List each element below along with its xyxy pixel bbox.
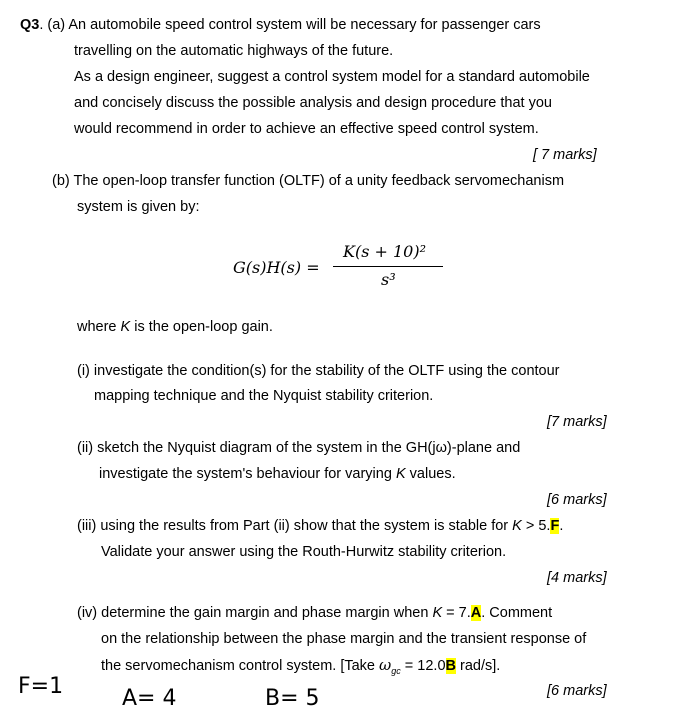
part-a-line-3: As a design engineer, suggest a control system model for a standard automobile — [74, 69, 590, 85]
part-a-marks: [ 7 marks] — [533, 147, 597, 163]
part-iv-line-3: the servomechanism control system. [Take $\omega_{gc} = 12.0B$ rad/s]. — [101, 656, 501, 676]
part-a-line-1: Q3. (a) An automobile speed control system will be necessary for passenger cars — [20, 17, 541, 33]
equation-denominator: s³ — [381, 270, 396, 289]
highlight-a: A — [470, 605, 482, 621]
part-b-line-1: (b) The open-loop transfer function (OLTF) of a unity feedback servomechanism — [52, 173, 565, 189]
handwritten-b-value: B= 5 — [265, 686, 320, 711]
part-i-line-1: (i) investigate the condition(s) for the stability of the OLTF using the contour — [77, 363, 560, 379]
handwritten-f-value: F=1 — [18, 674, 64, 699]
part-i-marks: [7 marks] — [547, 414, 607, 430]
equation-lhs: G(s)H(s) = — [233, 258, 320, 277]
part-ii-marks: [6 marks] — [547, 492, 607, 508]
part-iv-line-2: on the relationship between the phase margin and the transient response of — [101, 631, 587, 647]
highlight-b: B — [445, 658, 457, 674]
part-ii-line-1: (ii) sketch the Nyquist diagram of the system in the GH(jω)-plane and — [77, 440, 521, 456]
part-ii-line-2: investigate the system's behaviour for varying K values. — [99, 466, 456, 482]
part-iv-line-1: (iv) determine the gain margin and phase margin when K = 7.A. Comment — [77, 605, 553, 621]
part-a-line-4: and concisely discuss the possible analysis and design procedure that you — [74, 95, 552, 111]
part-iii-line-1: (iii) using the results from Part (ii) show that the system is stable for K > 5.F. — [77, 518, 564, 534]
highlight-f: F — [550, 518, 560, 534]
fraction-bar — [333, 266, 443, 267]
part-a-line-2: travelling on the automatic highways of the future. — [74, 43, 394, 59]
where-line: where K is the open-loop gain. — [77, 319, 273, 335]
question-label: Q3 — [20, 17, 40, 33]
handwritten-a-value: A= 4 — [122, 686, 177, 711]
part-b-line-2: system is given by: — [77, 199, 200, 215]
equation-numerator: K(s + 10)² — [343, 242, 426, 261]
part-iii-line-2: Validate your answer using the Routh-Hurwitz stability criterion. — [101, 544, 507, 560]
part-iii-marks: [4 marks] — [547, 570, 607, 586]
part-iv-marks: [6 marks] — [547, 683, 607, 699]
part-a-line-5: would recommend in order to achieve an effective speed control system. — [74, 121, 539, 137]
part-i-line-2: mapping technique and the Nyquist stability criterion. — [94, 388, 434, 404]
